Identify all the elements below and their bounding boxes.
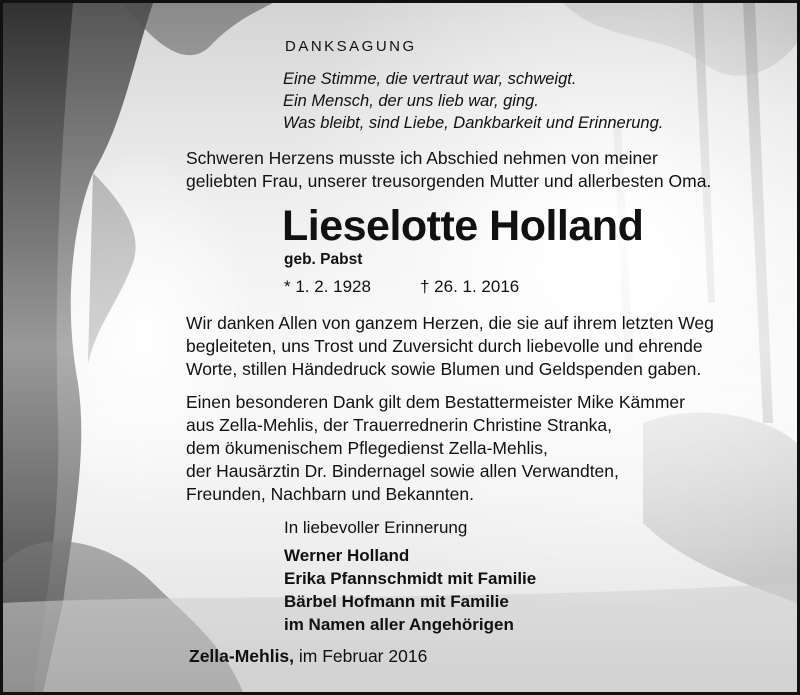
- thanks-line: begleiteten, uns Trost und Zuversicht durch liebevolle und ehrende: [186, 336, 703, 356]
- maiden-name: geb. Pabst: [284, 251, 363, 268]
- thanks-line: Wir danken Allen von ganzem Herzen, die sie auf ihrem letzten Weg: [186, 313, 714, 333]
- thanks-line: Worte, stillen Händedruck sowie Blumen und Geldspenden gaben.: [186, 359, 702, 379]
- special-thanks-line: Freunden, Nachbarn und Bekannten.: [186, 484, 474, 504]
- signatory: Werner Holland: [284, 546, 410, 565]
- death-date: † 26. 1. 2016: [420, 277, 520, 296]
- signatory: im Namen aller Angehörigen: [284, 615, 514, 634]
- date: im Februar 2016: [298, 646, 428, 666]
- intro-line: geliebten Frau, unserer treusorgenden Mutter und allerbesten Oma.: [186, 171, 712, 191]
- signatory: Bärbel Hofmann mit Familie: [284, 592, 509, 611]
- verse-line: Eine Stimme, die vertraut war, schweigt.: [283, 70, 577, 88]
- deceased-name: Lieselotte Holland: [282, 202, 644, 250]
- intro-line: Schweren Herzens musste ich Abschied nehmen von meiner: [186, 148, 658, 168]
- place-date: [189, 646, 427, 667]
- special-thanks-line: der Hausärztin Dr. Bindernagel sowie allen Verwandten,: [186, 461, 619, 481]
- birth-date: * 1. 2. 1928: [284, 277, 371, 296]
- verse-line: Ein Mensch, der uns lieb war, ging.: [283, 92, 539, 110]
- notice-text: [3, 3, 797, 692]
- notice-heading: DANKSAGUNG: [285, 38, 417, 55]
- special-thanks-line: Einen besonderen Dank gilt dem Bestattermeister Mike Kämmer: [186, 392, 685, 412]
- special-thanks-line: aus Zella-Mehlis, der Trauerrednerin Christine Stranka,: [186, 415, 613, 435]
- verse-line: Was bleibt, sind Liebe, Dankbarkeit und Erinnerung.: [283, 114, 664, 132]
- signatory: Erika Pfannschmidt mit Familie: [284, 569, 537, 588]
- place: Zella-Mehlis,: [189, 646, 295, 666]
- special-thanks-line: dem ökumenischem Pflegedienst Zella-Mehlis,: [186, 438, 548, 458]
- memory-line: In liebevoller Erinnerung: [284, 518, 468, 537]
